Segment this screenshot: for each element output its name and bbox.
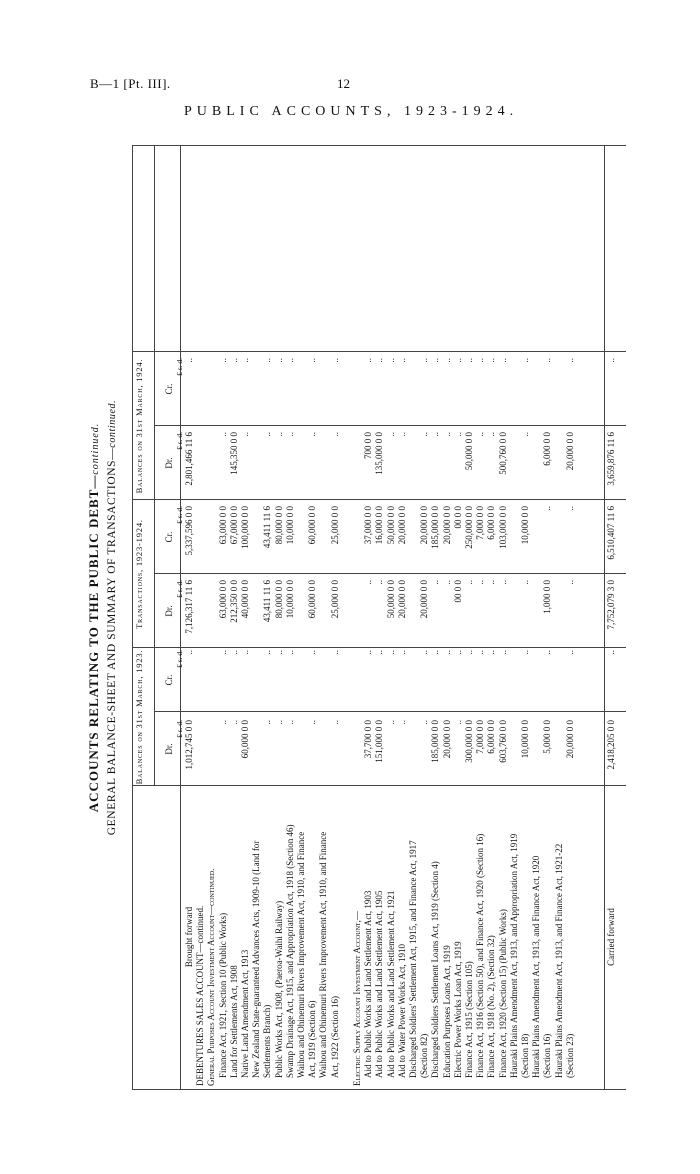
amount-cell: ..: [385, 432, 396, 437]
table-row: [606, 145, 617, 1090]
row-label: Waihou and Ohinemuri Rivers Improvement Act, 1910, and Finance: [318, 831, 329, 1078]
amount-cell: ..: [396, 432, 407, 437]
amount-cell: 7,000 0 0: [475, 720, 486, 754]
amount-cell: ..: [441, 358, 452, 363]
table-row: [307, 145, 318, 1090]
amount-cell: ..: [464, 580, 474, 585]
amount-cell: ..: [262, 432, 273, 437]
amount-cell: ..: [284, 358, 295, 363]
sheet-subtitle: GENERAL BALANCE-SHEET AND SUMMARY OF TRANSACTIONS—continued.: [106, 399, 118, 836]
amount-cell: ..: [363, 580, 374, 585]
amount-cell: ..: [273, 720, 284, 725]
amount-cell: 43,411 11 6: [262, 506, 273, 549]
amount-cell: ..: [240, 358, 250, 363]
amount-cell: ..: [520, 650, 530, 655]
currency-units: £ s. d.: [175, 580, 184, 598]
amount-cell: ..: [273, 358, 284, 363]
amount-cell: ..: [464, 358, 474, 363]
amount-cell: ..: [217, 358, 228, 363]
row-label: (Section 18): [520, 1033, 530, 1078]
col-dr-1924: Dr.: [164, 457, 174, 469]
amount-cell: ..: [430, 358, 441, 363]
row-label: Discharged Soldiers' Settlement Act, 1915, and Finance Act, 1917: [408, 840, 418, 1078]
amount-cell: ..: [184, 358, 194, 363]
amount-cell: ..: [184, 650, 194, 655]
amount-cell: ..: [273, 650, 284, 655]
amount-cell: 16,000 0 0: [374, 506, 385, 545]
amount-cell: ..: [262, 650, 273, 655]
table-row: [475, 145, 486, 1090]
amount-cell: ..: [396, 358, 407, 363]
amount-cell: 103,000 0 0: [497, 506, 508, 549]
amount-cell: 20,000 0 0: [419, 580, 430, 619]
amount-cell: ..: [284, 650, 295, 655]
page-section-ref: B—1 [Pt. III].: [90, 76, 171, 91]
table-row: [240, 145, 251, 1090]
amount-cell: 63,000 0 0: [217, 506, 228, 545]
amount-cell: ..: [452, 358, 463, 363]
amount-cell: ..: [217, 432, 228, 437]
amount-cell: ..: [486, 358, 497, 363]
table-row: [352, 145, 363, 1090]
amount-cell: ..: [217, 720, 228, 725]
amount-cell: 100,000 0 0: [240, 506, 250, 549]
amount-cell: ..: [228, 650, 239, 655]
table-row: [453, 145, 464, 1090]
amount-cell: ..: [486, 432, 497, 437]
amount-cell: 3,659,876 11 6: [606, 432, 616, 486]
amount-cell: ..: [329, 432, 340, 437]
amount-cell: ..: [464, 650, 474, 655]
amount-cell: ..: [262, 720, 273, 725]
amount-cell: 37,700 0 0: [363, 720, 374, 759]
table-row: [285, 145, 296, 1090]
row-label: Aid to Public Works and Land Settlement Act, 1905: [374, 890, 385, 1078]
amount-cell: ..: [273, 432, 284, 437]
amount-cell: ..: [329, 650, 340, 655]
amount-cell: 2,418,205 0 0: [606, 720, 616, 770]
row-label: Act, 1922 (Section 16): [329, 996, 340, 1078]
amount-cell: ..: [262, 358, 273, 363]
amount-cell: ..: [486, 650, 497, 655]
row-label: Carried forward: [606, 908, 616, 966]
row-label: Education Purposes Loans Act, 1919: [441, 945, 452, 1078]
table-row: [565, 145, 576, 1090]
amount-cell: ..: [374, 358, 385, 363]
amount-cell: 43,411 11 6: [262, 580, 273, 623]
table-row: [251, 145, 262, 1090]
col-cr-1923: Cr.: [164, 674, 174, 686]
amount-cell: ..: [441, 580, 452, 585]
amount-cell: 20,000 0 0: [564, 720, 575, 759]
table-row: [419, 145, 430, 1090]
amount-cell: 700 0 0: [363, 432, 374, 459]
amount-cell: ..: [441, 650, 452, 655]
currency-header-row: [175, 145, 186, 1090]
row-label: Electric Supply Account Investment Account,—: [352, 911, 362, 1086]
amount-cell: ..: [329, 358, 340, 363]
amount-cell: 300,000 0 0: [464, 720, 474, 763]
amount-cell: 60,000 0 0: [307, 506, 318, 545]
row-label: Hauraki Plains Amendment Act, 1913, and Appropriation Act, 1919: [508, 833, 519, 1078]
amount-cell: 20,000 0 0: [441, 720, 452, 759]
table-row: [554, 145, 565, 1090]
amount-cell: 185,000 0 0: [430, 506, 441, 549]
amount-cell: ..: [564, 650, 575, 655]
amount-cell: 500,760 0 0: [497, 432, 508, 475]
table-row: [206, 145, 217, 1090]
amount-cell: ..: [475, 432, 486, 437]
amount-cell: ..: [606, 650, 616, 655]
table-row: [442, 145, 453, 1090]
amount-cell: ..: [419, 720, 430, 725]
amount-cell: 50,000 0 0: [464, 432, 474, 471]
table-row: [229, 145, 240, 1090]
row-label: Electric Power Works Loan Act, 1919: [452, 941, 463, 1078]
amount-cell: ..: [441, 432, 452, 437]
amount-cell: ..: [542, 358, 553, 363]
amount-cell: 50,000 0 0: [385, 506, 396, 545]
amount-cell: ..: [452, 432, 463, 437]
row-label: (Section 23): [564, 1033, 575, 1078]
amount-cell: 2,801,466 11 6: [184, 432, 194, 486]
row-label: Native Land Amendment Act, 1913: [240, 949, 250, 1078]
page-title: PUBLIC ACCOUNTS, 1923-1924.: [184, 104, 519, 119]
col-cr-trans: Cr.: [164, 531, 174, 543]
amount-cell: ..: [419, 358, 430, 363]
amount-cell: 6,000 0 0: [486, 720, 497, 754]
amount-cell: 60,000 0 0: [240, 720, 250, 759]
row-label: General Purposes Account Investment Account—continued.: [206, 868, 217, 1086]
amount-cell: ..: [374, 580, 385, 585]
amount-cell: 250,000 0 0: [464, 506, 474, 549]
row-label: DEBENTURES SALES ACCOUNT—continued.: [195, 905, 206, 1086]
row-label: Swamp Drainage Act, 1915, and Appropriation Act, 1918 (Section 46): [284, 824, 295, 1078]
table-row: [296, 145, 307, 1090]
row-label: Aid to Water Power Works Act, 1910: [396, 944, 407, 1078]
amount-cell: ..: [374, 650, 385, 655]
row-label: Hauraki Plains Amendment Act, 1913, and Finance Act, 1920: [531, 855, 542, 1078]
amount-cell: ..: [475, 358, 486, 363]
table-row: [430, 145, 441, 1090]
table-row: [408, 145, 419, 1090]
table-row: [576, 145, 587, 1090]
table-row: [374, 145, 385, 1090]
row-label: Aid to Public Works and Land Settlement Act, 1903: [363, 890, 374, 1078]
amount-cell: ..: [497, 650, 508, 655]
amount-cell: ..: [228, 720, 239, 725]
row-label: Waihou and Ohinemuri Rivers Improvement Act, 1910, and Finance: [296, 831, 306, 1078]
amount-cell: 20,000 0 0: [396, 580, 407, 619]
amount-cell: 00 0 0: [452, 506, 463, 529]
table-row: [318, 145, 329, 1090]
amount-cell: 1,000 0 0: [542, 580, 553, 614]
row-label: Land for Settlements Act, 1908: [228, 965, 239, 1078]
group-header-transactions: Transactions, 1923-1924.: [134, 519, 144, 629]
amount-cell: 20,000 0 0: [441, 506, 452, 545]
amount-cell: ..: [240, 432, 250, 437]
table-row: [262, 145, 273, 1090]
amount-cell: 603,760 0 0: [497, 720, 508, 763]
amount-cell: ..: [497, 358, 508, 363]
amount-cell: 212,350 0 0: [228, 580, 239, 623]
table-row: [531, 145, 542, 1090]
amount-cell: ..: [307, 358, 318, 363]
amount-cell: ..: [542, 506, 553, 511]
amount-cell: ..: [385, 720, 396, 725]
amount-cell: ..: [430, 650, 441, 655]
amount-cell: ..: [329, 720, 340, 725]
amount-cell: ..: [520, 580, 530, 585]
amount-cell: ..: [486, 580, 497, 585]
row-label: Brought forward: [184, 906, 194, 968]
table-row: [464, 145, 475, 1090]
amount-cell: ..: [228, 358, 239, 363]
amount-cell: ..: [497, 580, 508, 585]
amount-cell: 10,000 0 0: [284, 506, 295, 545]
row-label: Finance Act, 1921, Section 10 (Public Works): [217, 912, 228, 1078]
amount-cell: ..: [419, 650, 430, 655]
amount-cell: ..: [385, 650, 396, 655]
amount-cell: 50,000 0 0: [385, 580, 396, 619]
amount-cell: ..: [475, 580, 486, 585]
amount-cell: 25,000 0 0: [329, 580, 340, 619]
amount-cell: 10,000 0 0: [284, 580, 295, 619]
amount-cell: 25,000 0 0: [329, 506, 340, 545]
amount-cell: ..: [217, 650, 228, 655]
amount-cell: 60,000 0 0: [307, 580, 318, 619]
amount-cell: ..: [363, 650, 374, 655]
amount-cell: 00 0 0: [452, 580, 463, 603]
row-label: Finance Act, 1916 (Section 50), and Finance Act, 1920 (Section 16): [475, 833, 486, 1078]
amount-cell: ..: [396, 650, 407, 655]
table-row: [542, 145, 553, 1090]
col-dr-trans: Dr.: [164, 605, 174, 617]
amount-cell: ..: [542, 650, 553, 655]
amount-cell: 20,000 0 0: [396, 506, 407, 545]
amount-cell: ..: [564, 580, 575, 585]
table-row: [195, 145, 206, 1090]
currency-units: £ s. d.: [175, 432, 184, 450]
amount-cell: ..: [396, 720, 407, 725]
amount-cell: ..: [606, 358, 616, 363]
currency-units: £ s. d.: [175, 650, 184, 668]
amount-cell: 67,000 0 0: [228, 506, 239, 545]
amount-cell: ..: [520, 432, 530, 437]
currency-units: £ s. d.: [175, 506, 184, 524]
table-row: [330, 145, 341, 1090]
group-header-balances-1923: Balances on 31st March, 1923.: [134, 649, 144, 785]
table-row: [509, 145, 520, 1090]
row-label: Public Works Act, 1908, (Paeroa-Waihi Railway): [273, 900, 284, 1078]
amount-cell: 7,000 0 0: [475, 506, 486, 540]
row-label: New Zealand State-guaranteed Advances Acts, 1909-10 (Land for: [251, 840, 262, 1078]
amount-cell: 5,337,596 0 0: [184, 506, 194, 556]
amount-cell: ..: [284, 432, 295, 437]
rotated-balance-sheet: [86, 145, 626, 1090]
table-row: [486, 145, 497, 1090]
amount-cell: 5,000 0 0: [542, 720, 553, 754]
row-label: Discharged Soldiers Settlement Loans Act, 1919 (Section 4): [430, 861, 441, 1078]
balance-table: [132, 145, 626, 1090]
amount-cell: 40,000 0 0: [240, 580, 250, 619]
row-label: Settlements Branch): [262, 1004, 273, 1078]
amount-cell: 20,000 0 0: [419, 506, 430, 545]
amount-cell: 80,000 0 0: [273, 580, 284, 619]
amount-cell: ..: [240, 650, 250, 655]
amount-cell: 37,000 0 0: [363, 506, 374, 545]
amount-cell: 6,000 0 0: [542, 432, 553, 466]
amount-cell: ..: [475, 650, 486, 655]
table-row: [386, 145, 397, 1090]
table-row: [363, 145, 374, 1090]
row-label: Finance Act, 1920 (Section 15) (Public Works): [497, 909, 508, 1078]
amount-cell: 7,126,317 11 6: [184, 580, 194, 634]
amount-cell: 135,000 0 0: [374, 432, 385, 475]
col-cr-1924: Cr.: [164, 383, 174, 395]
sheet-title: ACCOUNTS RELATING TO THE PUBLIC DEBT—continued.: [86, 422, 101, 813]
row-label: Act, 1919 (Section 6): [307, 1000, 318, 1078]
amount-cell: ..: [284, 720, 295, 725]
amount-cell: 151,000 0 0: [374, 720, 385, 763]
amount-cell: ..: [452, 720, 463, 725]
group-header-balances-1924: Balances on 31st March, 1924.: [134, 358, 144, 494]
row-label: Finance Act, 1918 (No. 2), (Section 32): [486, 935, 497, 1078]
amount-cell: ..: [419, 432, 430, 437]
col-dr-1923: Dr.: [164, 743, 174, 755]
row-label: (Section 16): [542, 1033, 553, 1078]
table-row: [218, 145, 229, 1090]
amount-cell: ..: [363, 358, 374, 363]
amount-cell: 6,000 0 0: [486, 506, 497, 540]
currency-units: £ s. d.: [175, 720, 184, 738]
amount-cell: 145,350 0 0: [228, 432, 239, 475]
table-row: [520, 145, 531, 1090]
amount-cell: 63,000 0 0: [217, 580, 228, 619]
table-row: [397, 145, 408, 1090]
amount-cell: ..: [452, 650, 463, 655]
amount-cell: ..: [385, 358, 396, 363]
amount-cell: ..: [564, 506, 575, 511]
amount-cell: ..: [307, 720, 318, 725]
table-row: [341, 145, 352, 1090]
amount-cell: ..: [564, 358, 575, 363]
amount-cell: 10,000 0 0: [520, 720, 530, 759]
amount-cell: 20,000 0 0: [564, 432, 575, 471]
table-row: [274, 145, 285, 1090]
currency-units: £ s. d.: [175, 358, 184, 376]
amount-cell: ..: [520, 358, 530, 363]
row-label: (Section 82): [419, 1033, 430, 1078]
amount-cell: 80,000 0 0: [273, 506, 284, 545]
amount-cell: 7,752,079 3 0: [606, 580, 616, 630]
amount-cell: 6,510,407 11 6: [606, 506, 616, 560]
row-label: Hauraki Plains Amendment Act, 1913, and Finance Act, 1921-22: [553, 843, 564, 1078]
page-number: 12: [337, 76, 350, 91]
amount-cell: 10,000 0 0: [520, 506, 530, 545]
amount-cell: ..: [307, 432, 318, 437]
amount-cell: 185,000 0 0: [430, 720, 441, 763]
amount-cell: ..: [430, 432, 441, 437]
amount-cell: 1,012,745 0 0: [184, 720, 194, 770]
row-label: Finance Act, 1915 (Section 105): [464, 961, 474, 1078]
row-label: Aid to Public Works and Land Settlement Act, 1921: [385, 890, 396, 1078]
table-row: [498, 145, 509, 1090]
amount-cell: ..: [307, 650, 318, 655]
amount-cell: ..: [430, 580, 441, 585]
